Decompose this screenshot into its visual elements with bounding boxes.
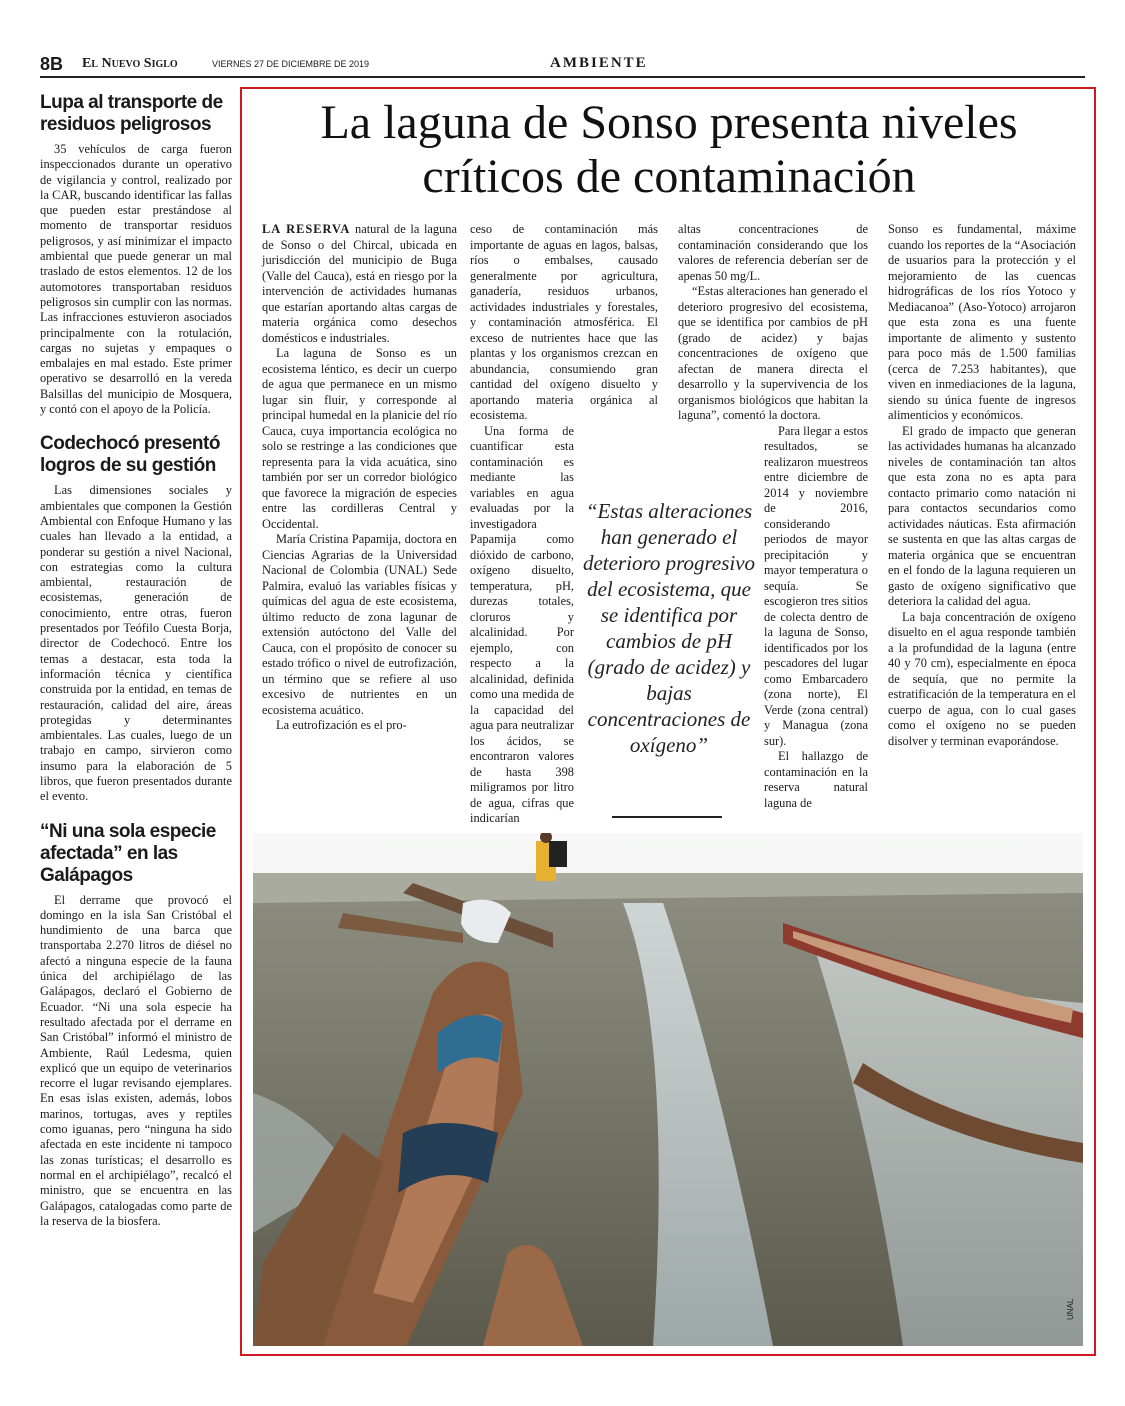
paragraph: “Estas alteraciones han generado el deterioro progresivo del ecosistema, que se identifica por cambios de pH (grado de acidez) y bajas concentraciones de oxígeno que afectan de manera directa el desarrollo y la supervivencia de los organismos biológicos que habitan la laguna”, comentó la doctora. [678, 284, 868, 422]
paragraph: altas concentraciones de contaminación considerando que los valores de referencia deberían ser de apenas 50 mg/L. [678, 222, 868, 283]
brief-title: “Ni una sola especie afectada” en las Galápagos [40, 820, 216, 886]
article-column-4 [888, 222, 1076, 749]
news-briefs-sidebar [40, 92, 232, 1245]
paragraph: María Cristina Papamija, doctora en Ciencias Agrarias de la Universidad Nacional de Colombia (UNAL) Sede Palmira, evaluó las variables físicas y químicas del agua de este ecosistema, último reducto de zona lagunar de extensión autóctono del Valle del Cauca, con el propósito de conocer su estado trófico o nivel de eutrofización, un término que se refiere al uso excesivo de nutrientes en un ecosistema acuático. [262, 532, 457, 717]
article-headline: La laguna de Sonso presenta niveles críticos de contaminación [320, 96, 1018, 203]
brief-body: Las dimensiones sociales y ambientales que componen la Gestión Ambiental con Enfoque Humano y las cuales han llevado a la entidad, a ponderar su gestión a nivel Nacional, con estrategias como la cultura ambiental, restauración de ecosistemas, generación de conocimiento, entre otras, fueron presentados por Teófilo Cuesta Borja, director de Codechocó. Entre los temas a destacar, esta toda la información técnica y científica construida por la entidad, en temas de restauración, calidad del aire, áreas protegidas y determinantes ambientales. Las cuales, luego de un trabajo en campo, sirvieron como insumo para la elaboración de 5 libros, que fueron presentados durante el evento. [40, 483, 232, 804]
paragraph: LA RESERVA natural de la laguna de Sonso o del Chircal, ubicada en jurisdicción del municipio de Buga (Valle del Cauca), está en riesgo por la intervención de actividades humanas que estarían aportando altas cargas de materia orgánica como desechos domésticos e industriales. [262, 222, 458, 345]
paragraph: El hallazgo de contaminación en la reserva natural laguna de [764, 749, 868, 810]
paragraph: La eutrofización es el pro- [276, 718, 407, 732]
brief-body: El derrame que provocó el domingo en la isla San Cristóbal el hundimiento de una barca que transportaba 2.270 litros de diésel no afectó a ninguna especie de la fauna única del archipiélago de las Galápagos, declaró el Gobierno de Ecuador. “Ni una sola especie ha resultado afectada por el derrame en San Cristóbal” informó el ministro de Ambiente, Raúl Ledesma, quien explicó que un equipo de veterinarios recorre el lugar revisando ejemplares. En esas islas existen, además, lobos marinos, tortugas, aves y reptiles como iguanas, pero “ninguna ha sido afectada en este incidente ni tampoco las zonas turísticas; el desarrollo es normal en el archipiélago”, recalcó el ministro, que se encuentra en las Galápagos, catalogadas como parte de la reserva de la biosfera. [40, 892, 232, 1228]
section-title: AMBIENTE [550, 55, 648, 71]
page-number: 8B [40, 54, 64, 74]
pull-quote-rule [612, 816, 722, 818]
paragraph: ceso de contaminación más importante de aguas en lagos, balsas, ríos o embalses, causado generalmente por agricultura, ganadería, residuos urbanos, actividades industriales y forestales, y contaminación atmosférica. El exceso de nutrientes hace que las plantas y los organismos crezcan en abundancia, consumiendo gran cantidad del oxígeno disuelto y aportando materia orgánica al ecosistema. [470, 222, 658, 422]
newspaper-name: El Nuevo Siglo [82, 56, 178, 71]
page-header [40, 54, 1085, 76]
pull-quote: “Estas alteraciones han generado el deterioro progresivo del ecosistema, que se identifica por cambios de pH (grado de acidez) y bajas concentraciones de oxígeno” [582, 499, 756, 757]
paragraph: Para llegar a estos resultados, se realizaron muestreos entre diciembre de 2014 y noviembre de 2016, considerando periodos de mayor precipitación y mayor temperatura o sequía. Se escogieron tres sitios de colecta dentro de la laguna de Sonso, identificados por los pescadores del lugar como Embarcadero (zona norte), El Verde (zona central) y Managua (zona sur). [764, 423, 868, 748]
paragraph: La baja concentración de oxígeno disuelto en el agua responde también a la profundidad de la laguna (entre 40 y 70 cm), especialmente en época de sequía, que no permite la estratificación de la temperatura en el cuerpo de agua, con lo cual gases como el oxígeno no se pueden disolver y terminan evaporándose. [888, 609, 1076, 748]
brief-title: Lupa al transporte de residuos peligrosos [40, 92, 223, 135]
lead-in: LA RESERVA [262, 222, 351, 236]
article-column-1 [262, 222, 457, 734]
photo-credit: UNAL [1066, 1298, 1075, 1320]
paragraph: El grado de impacto que generan las actividades humanas ha alcanzado niveles de contaminación tan altos que esta zona no es apta para contacto primario como natación ni para contactos secundarios como actividades náuticas. Esta afirmación se sustenta en que las altas cargas de materia orgánica que se encuentran en el fondo de la laguna requieren un gasto de oxígeno significativo que deteriora la calidad del agua. [888, 423, 1076, 608]
paragraph: Sonso es fundamental, máxime cuando los reportes de la “Asociación de usuarios para la protección y el mejoramiento de las cuencas hidrográficas de los ríos Yotoco y Mediacanoa” (Aso-Yotoco) arrojaron que esta zona es una fuente importante de alimento y sustento para poco más de 1.500 familias (cerca de 7.253 habitantes), que viven en inmediaciones de la laguna, siendo su única fuente de ingresos alimenticios y económicos. [888, 222, 1076, 422]
brief-title: Codechocó presentó logros de su gestión [40, 433, 220, 477]
paragraph: La laguna de Sonso es un ecosistema léntico, es decir un cuerpo de agua que permanece en un mismo lugar sin fluir, y corresponde al principal humedal en la planicie del río Cauca, cuya importancia ecológica no solo se restringe a las condiciones que representa para la vida acuática, sino también por ser un corredor biológico que favorece la migración de especies entre las cordilleras Central y Occidental. [262, 346, 457, 531]
header-rule [40, 76, 1085, 78]
brief-body: 35 vehículos de carga fueron inspeccionados durante un operativo de vigilancia y control, realizado por la CAR, buscando identificar las fallas que pueden estar prestándose al momento de transportar residuos peligrosos, y así minimizar el impacto ambiental que puede generar un mal traslado de estos elementos. 12 de los automotores transportaban residuos peligrosos sin cumplir con las normas. Las infracciones estuvieron asociados principalmente con la rotulación, cargas no sujetas y empaques o embalajes en mal estado. Este primer operativo se desarrolló en la vereda Balsillas del municipio de Mosquera, y contó con el apoyo de la Policía. [40, 142, 232, 417]
paragraph: Una forma de cuantificar esta contaminación es mediante las variables en agua evaluadas por la investigadora Papamija como dióxido de carbono, oxígeno disuelto, temperatura, pH, durezas totales, cloruros y alcalinidad. Por ejemplo, con respecto a la alcalinidad, definida como una medida de la capacidad del agua para neutralizar los ácidos, se encontraron valores de hasta 398 miligramos por litro de agua, cifras que indicarían [470, 423, 574, 825]
lagoon-boats-photo [253, 833, 1083, 1346]
issue-date: VIERNES 27 DE DICIEMBRE DE 2019 [212, 59, 370, 69]
